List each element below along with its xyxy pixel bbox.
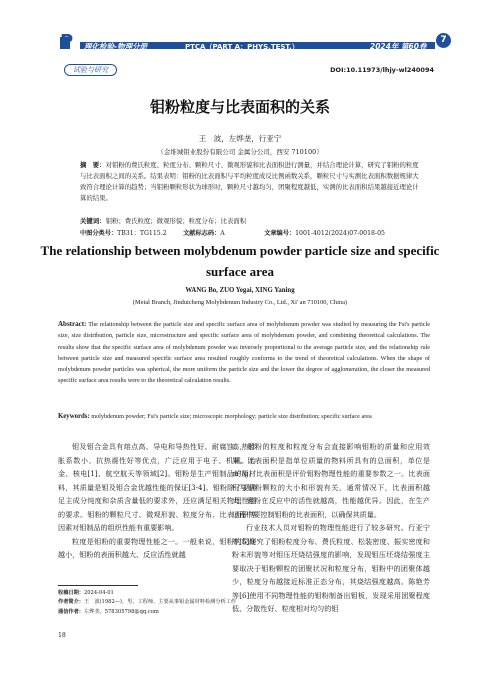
paper-title-en: The relationship between molybdenum powder particle size and specific surface area bbox=[40, 243, 440, 279]
body-paragraph: 钼及钼合金具有熔点高、导电和导热性好、耐腐蚀、热膨胀系数小、抗热震性好等优点，广泛应用于电子、机械、冶金、核电[1]、航空航天等领域[2]。钼粉是生产钼制品的原材料，其质量是钼及钼合金优越性能的保证[3-4]。钼粉除了要满足主成分纯度和杂质含量低的要求外，还应满足相关物理性能的要求。钼粉的颗粒尺寸、微观形貌、粒度分布、比表面积等因素对钼制品的组织性能有重要影响。 bbox=[58, 442, 256, 532]
body-column-left bbox=[58, 440, 256, 562]
abstract-en bbox=[58, 319, 430, 387]
authors-en: WANG Bo, ZUO Yegai, XING Yaning bbox=[185, 287, 295, 294]
keywords-cn bbox=[80, 217, 420, 226]
issue-label: 2024年 第60卷 bbox=[370, 42, 427, 51]
body-column-right bbox=[232, 440, 430, 616]
journal-subtitle: PTCA（PART A：PHYS.TEST.） bbox=[185, 43, 299, 51]
clc-value: TB31；TG115.2 bbox=[117, 230, 167, 237]
affiliation-en: (Metal Branch, Jinduicheng Molybdenum Industry Co., Ltd., Xi' an 710100, China) bbox=[132, 299, 348, 306]
abstract-cn-text: 对钼粉的费氏粒度、粒度分布、颗粒尺寸、微观形貌和比表面积进行测量，并结合理论计算，研究了钼粉的粒度与比表面积之间的关系。结果表明：钼粉的比表面积与平均粒度成反比例函数关系，颗粒尺寸与实测比表面积数据规律大致符合理论计算的趋势；当钼粉颗粒形状为球形时，颗粒尺寸越均匀，团聚程度越低，实测的比表面积结果越接近理论计算的结果。 bbox=[80, 161, 419, 202]
page-number: 18 bbox=[58, 632, 66, 639]
keywords-en-text: molybdenum powder; Fsi's particle size; microscopic morphology; particle size distribution; specific surface area bbox=[91, 413, 372, 420]
corresponding-author: 左烨垄，578305798@qq.com bbox=[83, 608, 159, 615]
footnote-divider bbox=[58, 585, 138, 586]
author-bio: 王 波(1982—)，男，工程师，主要从事钼金属材料检测分析工作 bbox=[83, 599, 237, 606]
abstract-cn bbox=[80, 160, 420, 204]
footnote-corresponding bbox=[58, 608, 256, 617]
received-date: 2024-04-01 bbox=[83, 590, 114, 596]
footnote-author bbox=[58, 598, 256, 607]
issue-number-badge: 7 bbox=[436, 33, 451, 48]
affiliation-cn: （金堆城钼业股份有限公司 金属分公司，西安 710100） bbox=[157, 148, 323, 156]
body-paragraph: 高，钼粉的粒度和粒度分布会直接影响钼粉的质量和应用效果。比表面积是指单位质量的物料所具有的总面积，单位是m²/g。比表面积是评价钼粉物理性能的重要参数之一。比表面积与钼粉颗粒的大小和形貌有关，通常情况下，比表面积越大，钼粉在反应中的活性就越高，性能越优异。因此，在生产过程中要控制钼粉的比表面积，以确保其质量。 bbox=[232, 442, 430, 519]
body-paragraph: 粒度是钼粉的重要物理性能之一。一般来说，钼粉的粒度越小，钼粉的表面积越大、反应活性就越 bbox=[58, 536, 256, 559]
received-label: 收稿日期： bbox=[58, 590, 84, 596]
journal-logo: P bbox=[60, 31, 74, 52]
abstract-en-text: The relationship between the particle size and specific surface area of molybdenum powder was studied by measuring the Fsi's particle size, size distribution, particle size, microstructure and specific surface area of molybdenum powder, and combining theoretical calculations. The results show that the specific surface area of molybdenum powder was inversely proportional to the average particle size, and the relationship rule between particle size and measured specific surface area resulted roughly conforms to the trend of theoretical calculations. When the shape of molybdenum powder particles was spherical, the more uniform the particle size and the lower the degree of agglomeration, the closer the measured specific surface area results were to the theoretical calculation results. bbox=[58, 321, 430, 385]
keywords-cn-label: 关键词： bbox=[80, 217, 106, 225]
keywords-cn-text: 钼粉；费氏粒度；微观形貌；粒度分布；比表面积 bbox=[105, 217, 247, 225]
article-no-value: 1001-4012(2024)07-0018-05 bbox=[295, 230, 385, 237]
section-tag: 试验与研究 bbox=[64, 64, 117, 76]
paper-title-cn: 钼粉粒度与比表面积的关系 bbox=[149, 98, 330, 116]
authors-cn: 王 波，左烨垄，行亚宁 bbox=[198, 134, 282, 143]
doi: DOI:10.11973/lhjy-wl240094 bbox=[330, 66, 434, 74]
body-paragraph: 行业技术人员对钼粉的物理性能进行了较多研究。行亚宁等[5]研究了钼粉粒度分布、费氏粒度、松装密度、振实密度和粉末形貌等对钼压坯烧结强度的影响，发现钼压坯烧结强度主要取决于钼粉颗粒的团聚状况和粒度分布，钼粉中的团聚体越少，粒度分布越接近标准正态分布，其烧结强度越高。陈艳芳等[6]使用不同物理性能的钼粉制备出钼板，发现采用团聚程度低、分散性好、粒度相对均匀的钼 bbox=[232, 523, 430, 613]
article-no-label: 文章编号： bbox=[264, 230, 296, 237]
keywords-en-label: Keywords: bbox=[58, 413, 90, 420]
corresponding-label: 通信作者： bbox=[58, 608, 84, 615]
classification-row bbox=[80, 228, 420, 237]
footnote-received bbox=[58, 589, 256, 598]
clc-label: 中图分类号： bbox=[80, 230, 118, 237]
author-bio-label: 作者简介： bbox=[58, 599, 84, 606]
doc-code-value: A bbox=[220, 230, 225, 237]
journal-header bbox=[0, 0, 480, 56]
abstract-cn-label: 摘 要： bbox=[80, 161, 106, 169]
journal-name: 理化检验-物理分册 bbox=[84, 42, 148, 51]
keywords-en bbox=[58, 411, 430, 422]
footnotes bbox=[58, 589, 256, 617]
doc-code-label: 文献标志码： bbox=[183, 230, 221, 237]
abstract-en-label: Abstract: bbox=[58, 320, 87, 328]
